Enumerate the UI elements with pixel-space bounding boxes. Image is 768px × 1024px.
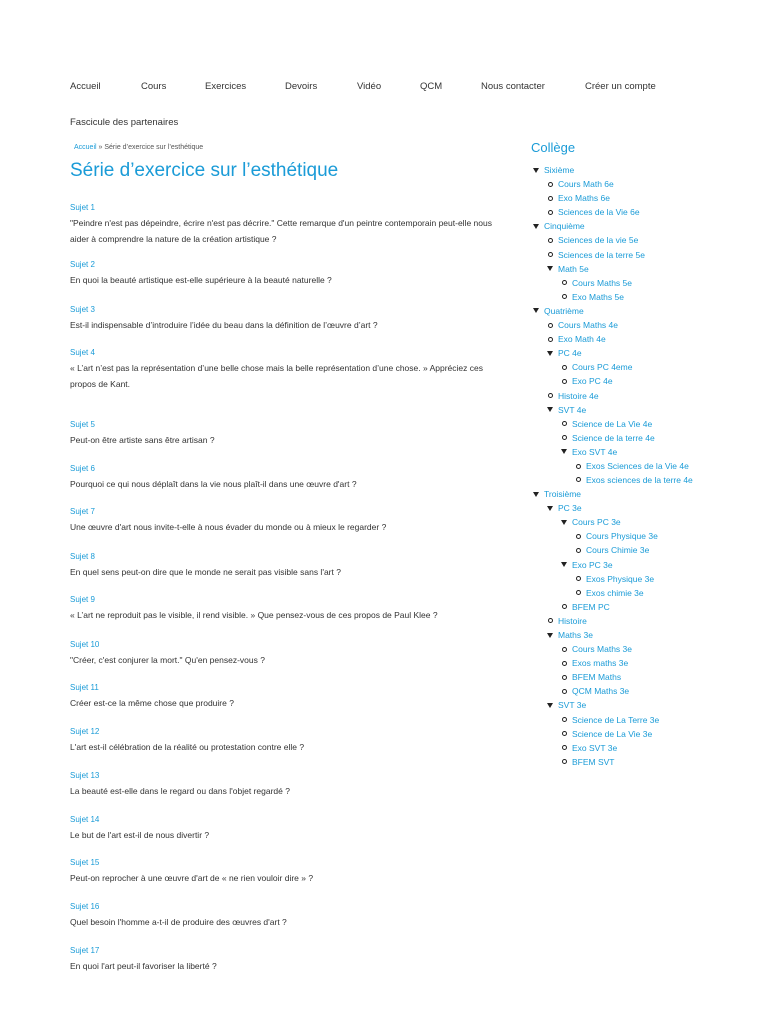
nav-devoirs[interactable]: Devoirs [285,81,318,92]
subject-label[interactable]: Sujet 9 [70,595,95,604]
bullet-icon [562,689,567,694]
bullet-icon [562,675,567,680]
caret-down-icon[interactable] [547,633,553,638]
bullet-icon [562,294,567,299]
tree-leaf [545,318,751,332]
subject-item [70,814,495,843]
caret-down-icon[interactable] [561,449,567,454]
bullet-icon [548,393,553,398]
tree-link[interactable]: Histoire 4e [558,390,599,401]
bullet-icon [576,534,581,539]
tree-link[interactable]: Cours PC 3e [572,517,621,528]
tree-leaf [573,586,751,600]
subject-item [70,506,495,535]
tree-link[interactable]: BFEM PC [572,601,610,612]
tree-link[interactable]: PC 3e [558,503,582,514]
tree-link[interactable]: Exos chimie 3e [586,587,644,598]
bullet-icon [548,252,553,257]
tree-link[interactable]: Cours Math 6e [558,179,614,190]
bullet-icon [548,337,553,342]
caret-down-icon[interactable] [561,562,567,567]
subject-item [70,857,495,886]
tree-leaf [573,543,751,557]
subject-label[interactable]: Sujet 16 [70,902,100,911]
tree-leaf [559,290,751,304]
tree-node-maths-3e [545,628,751,698]
subject-text: Une œuvre d'art nous invite-t-elle à nous évader du monde ou à mieux le regarder ? [70,522,387,532]
subject-item [70,682,495,711]
tree-node-quatrieme [531,304,751,487]
tree-leaf [573,572,751,586]
subject-label[interactable]: Sujet 11 [70,683,99,692]
caret-down-icon[interactable] [561,520,567,525]
subject-item [70,347,495,392]
tree-leaf [559,670,751,684]
tree-leaf [559,374,751,388]
bullet-icon [562,379,567,384]
subject-item [70,202,495,247]
tree-link[interactable]: Troisième [544,489,581,500]
bullet-icon [576,548,581,553]
subject-item [70,419,495,448]
tree-node-troisieme [531,487,751,769]
tree-link[interactable]: Exo Math 4e [558,334,606,345]
tree-leaf [559,741,751,755]
tree-leaf [545,191,751,205]
subject-item [70,945,495,974]
tree-link[interactable]: Cours Physique 3e [586,531,658,542]
subject-label[interactable]: Sujet 8 [70,552,95,561]
subject-label[interactable]: Sujet 14 [70,815,100,824]
tree-link[interactable]: Exos sciences de la terre 4e [586,475,693,486]
subject-text: En quel sens peut-on dire que le monde ne serait pas visible sans l'art ? [70,567,341,577]
tree-leaf [573,529,751,543]
bullet-icon [562,604,567,609]
tree-link[interactable]: BFEM SVT [572,756,615,767]
subject-text: La beauté est-elle dans le regard ou dans l'objet regardé ? [70,786,290,796]
tree-link[interactable]: BFEM Maths [572,672,622,683]
bullet-icon [576,477,581,482]
tree-link[interactable]: Exo Maths 6e [558,193,610,204]
bullet-icon [548,618,553,623]
subject-text: Quel besoin l'homme a-t-il de produire des œuvres d'art ? [70,917,287,927]
subject-item [70,770,495,799]
subject-label[interactable]: Sujet 10 [70,640,100,649]
tree-leaf [559,417,751,431]
subject-text: Est-il indispensable d’introduire l’idée du beau dans la définition de l’œuvre d’art ? [70,320,378,330]
tree-link[interactable]: PC 4e [558,348,582,359]
bullet-icon [562,745,567,750]
tree-link[interactable]: Histoire [558,615,587,626]
partners-link[interactable]: Fascicule des partenaires [70,117,179,128]
tree-link[interactable]: Science de la terre 4e [572,432,655,443]
tree-link[interactable]: Cours Maths 4e [558,320,618,331]
tree-link[interactable]: Cours Maths 5e [572,277,632,288]
tree-leaf [559,431,751,445]
bullet-icon [576,464,581,469]
tree-node-svt-3e [545,698,751,768]
subject-label[interactable]: Sujet 5 [70,420,95,429]
tree-link[interactable]: Exos Sciences de la Vie 4e [586,460,689,471]
tree-node-svt-4e [545,403,751,487]
subject-item [70,304,495,333]
bullet-icon [576,590,581,595]
bullet-icon [562,365,567,370]
subject-label[interactable]: Sujet 3 [70,305,95,314]
tree-node-pc-3e [545,501,751,614]
tree-link[interactable]: Quatrième [544,305,584,316]
tree-link[interactable]: Exo Maths 5e [572,291,624,302]
breadcrumb-separator: » [96,144,105,151]
tree-leaf [559,755,751,769]
subject-label[interactable]: Sujet 12 [70,727,100,736]
bullet-icon [562,731,567,736]
subject-text: L'art est-il célébration de la réalité ou protestation contre elle ? [70,742,305,752]
caret-down-icon[interactable] [533,492,539,497]
tree-link[interactable]: Exo PC 3e [572,559,613,570]
bullet-icon [548,196,553,201]
tree-leaf [559,727,751,741]
tree-leaf [573,473,751,487]
tree-link[interactable]: Science de La Vie 4e [572,418,653,429]
subject-label[interactable]: Sujet 4 [70,348,95,357]
nav-create-account[interactable]: Créer un compte [585,81,656,92]
nav-cours[interactable]: Cours [141,81,167,92]
tree-link[interactable]: Sciences de la Vie 6e [558,207,640,218]
tree-link[interactable]: Science de La Terre 3e [572,714,660,725]
tree-leaf [545,389,751,403]
bullet-icon [548,323,553,328]
caret-down-icon[interactable] [547,266,553,271]
subject-text: Créer est-ce la même chose que produire ? [70,698,234,708]
tree-link[interactable]: Exos maths 3e [572,658,629,669]
tree-node-exo-svt-4e [559,445,751,487]
tree-node-exo-pc-3e [559,558,751,600]
tree-leaf [573,459,751,473]
nav-contact[interactable]: Nous contacter [481,81,545,92]
tree-node-sixieme [531,163,751,219]
caret-down-icon[interactable] [533,308,539,313]
tree-link[interactable]: Sciences de la vie 5e [558,235,639,246]
tree-link[interactable]: Math 5e [558,263,589,274]
sidebar-title: Collège [531,140,576,155]
caret-down-icon[interactable] [533,224,539,229]
subject-text: En quoi la beauté artistique est-elle supérieure à la beauté naturelle ? [70,275,332,285]
subject-text: Pourquoi ce qui nous déplaît dans la vie nous plaît-il dans une œuvre d'art ? [70,479,357,489]
bullet-icon [562,421,567,426]
subject-item [70,551,495,580]
subject-text: En quoi l'art peut-il favoriser la liberté ? [70,961,217,971]
subject-item [70,594,495,623]
caret-down-icon[interactable] [547,407,553,412]
tree-leaf [559,276,751,290]
breadcrumb [74,144,203,151]
subject-label[interactable]: Sujet 15 [70,858,100,867]
tree-leaf [545,177,751,191]
subject-text: Peut-on reprocher à une œuvre d'art de « ne rien vouloir dire » ? [70,873,314,883]
tree-link[interactable]: SVT 4e [558,404,587,415]
tree-leaf [545,332,751,346]
tree-leaf [559,642,751,656]
tree-link[interactable]: QCM Maths 3e [572,686,630,697]
tree-link[interactable]: Cours Chimie 3e [586,545,650,556]
nav-accueil[interactable]: Accueil [70,81,101,92]
subject-item [70,726,495,755]
tree-link[interactable]: Sciences de la terre 5e [558,249,645,260]
bullet-icon [548,182,553,187]
nav-qcm[interactable]: QCM [420,81,443,92]
breadcrumb-current: Série d’exercice sur l’esthétique [104,144,204,151]
bullet-icon [562,759,567,764]
tree-leaf [545,233,751,247]
bullet-icon [576,576,581,581]
subject-text: « L’art n’est pas la représentation d’une belle chose mais la belle représentation d’une chose. » Appréciez ces propos de Kant. [70,363,483,389]
bullet-icon [548,210,553,215]
tree-leaf [559,684,751,698]
caret-down-icon[interactable] [547,351,553,356]
tree-link[interactable]: Cinquième [544,221,585,232]
tree-link[interactable]: Exo SVT 4e [572,446,618,457]
subject-label[interactable]: Sujet 13 [70,771,100,780]
subject-label[interactable]: Sujet 6 [70,464,95,473]
tree-link[interactable]: Exo PC 4e [572,376,613,387]
tree-link[interactable]: Cours Maths 3e [572,644,632,655]
tree-link[interactable]: Science de La Vie 3e [572,728,653,739]
tree-node-pc-4e [545,346,751,388]
tree-leaf [559,600,751,614]
tree-node-cinquieme [531,219,751,304]
bullet-icon [562,435,567,440]
tree-link[interactable]: Exos Physique 3e [586,573,655,584]
subject-text: "Créer, c'est conjurer la mort." Qu'en pensez-vous ? [70,655,265,665]
caret-down-icon[interactable] [547,703,553,708]
tree-node-math-5e [545,262,751,304]
bullet-icon [548,238,553,243]
bullet-icon [562,661,567,666]
tree-leaf [545,205,751,219]
subject-item [70,901,495,930]
tree-leaf [559,656,751,670]
nav-exercices[interactable]: Exercices [205,81,247,92]
category-tree [531,163,751,769]
tree-leaf [559,360,751,374]
tree-link[interactable]: Cours PC 4eme [572,362,633,373]
tree-link[interactable]: SVT 3e [558,700,587,711]
caret-down-icon[interactable] [533,168,539,173]
subject-text: "Peindre n'est pas dépeindre, écrire n'est pas décrire." Cette remarque d'un peintre contemporain peut-elle nous aider à comprendre la nature de la création artistique ? [70,218,492,244]
sidebar [531,140,751,769]
subject-label[interactable]: Sujet 2 [70,260,95,269]
tree-link[interactable]: Exo SVT 3e [572,742,618,753]
subject-label[interactable]: Sujet 17 [70,946,100,955]
page-title: Série d’exercice sur l’esthétique [70,160,339,181]
subject-item [70,259,495,288]
caret-down-icon[interactable] [547,506,553,511]
subject-text: « L’art ne reproduit pas le visible, il rend visible. » Que pensez-vous de ces propos de Paul Klee ? [70,610,438,620]
subject-text: Peut-on être artiste sans être artisan ? [70,435,215,445]
subject-text: Le but de l'art est-il de nous divertir ? [70,830,210,840]
subject-item [70,463,495,492]
breadcrumb-home[interactable]: Accueil [74,144,97,151]
nav-video[interactable]: Vidéo [357,81,382,92]
tree-link[interactable]: Maths 3e [558,630,593,640]
tree-leaf [545,614,751,628]
bullet-icon [562,717,567,722]
bullet-icon [562,280,567,285]
tree-node-cours-pc-3e [559,515,751,557]
subject-item [70,639,495,668]
subject-label[interactable]: Sujet 1 [70,203,95,212]
tree-leaf [545,248,751,262]
bullet-icon [562,647,567,652]
subject-label[interactable]: Sujet 7 [70,507,95,516]
tree-leaf [559,713,751,727]
tree-link[interactable]: Sixième [544,165,575,175]
